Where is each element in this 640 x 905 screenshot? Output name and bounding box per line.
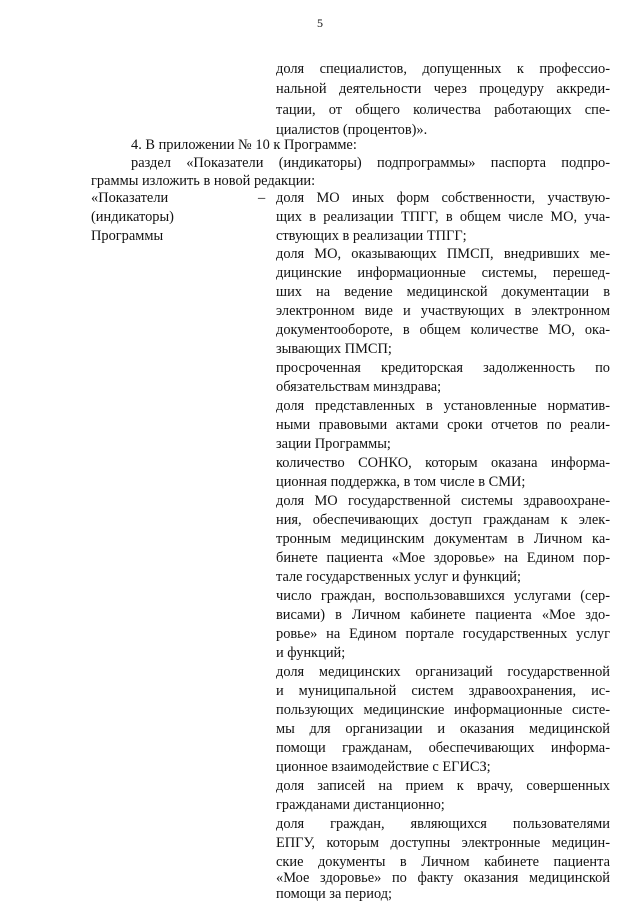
text-line: тации, от общего количества работающих спе- xyxy=(276,102,610,118)
indicator-line: тронным медицинским документам в Личном ка- xyxy=(276,531,610,547)
indicator-line: мы для организации и оказания медицинской xyxy=(276,721,610,737)
indicator-line: зывающих ПМСП; xyxy=(276,341,392,357)
indicator-line: доля МО иных форм собственности, участвую- xyxy=(276,190,610,206)
indicator-line: ровье» на Едином портале государственных услуг xyxy=(276,626,610,642)
indicator-line: бинете пациента «Мое здоровье» на Едином пор- xyxy=(276,550,610,566)
indicator-line: тале государственных услуг и функций; xyxy=(276,569,521,585)
indicator-line: количество СОНКО, которым оказана информа- xyxy=(276,455,610,471)
indicator-line: доля граждан, являющихся пользователями xyxy=(276,816,610,832)
indicator-line: обязательствам минздрава; xyxy=(276,379,442,395)
indicator-line: гражданами дистанционно; xyxy=(276,797,445,813)
section-heading: 4. В приложении № 10 к Программе: xyxy=(131,137,357,153)
indicator-line: доля МО государственной системы здравоохране- xyxy=(276,493,610,509)
indicator-line: ствующих в реализации ТПГГ; xyxy=(276,228,467,244)
section-intro-line: граммы изложить в новой редакции: xyxy=(91,173,316,189)
indicator-line: доля медицинских организаций государственной xyxy=(276,664,610,680)
indicator-line: пользующих медицинские информационные систе- xyxy=(276,702,610,718)
indicator-line: доля записей на прием к врачу, совершенных xyxy=(276,778,610,794)
indicator-line: число граждан, воспользовавшихся услугами (сер- xyxy=(276,588,610,604)
indicator-line: ские документы в Личном кабинете пациента xyxy=(276,854,610,870)
indicator-line: и муниципальной систем здравоохранения, ис- xyxy=(276,683,610,699)
indicator-line: просроченная кредиторская задолженность по xyxy=(276,360,610,376)
indicator-line: и функций; xyxy=(276,645,346,661)
label-line: (индикаторы) xyxy=(91,209,174,225)
separator-dash: – xyxy=(258,190,266,206)
label-line: Программы xyxy=(91,228,164,244)
indicator-line: щих в реализации ТПГГ, в общем числе МО, уча- xyxy=(276,209,610,225)
indicator-line: помощи гражданам, обеспечивающих информа- xyxy=(276,740,610,756)
section-intro-line: раздел «Показатели (индикаторы) подпрограммы» паспорта подпро- xyxy=(131,155,610,171)
indicator-line: ционное взаимодействие с ЕГИСЗ; xyxy=(276,759,491,775)
indicator-line: ния, обеспечивающих доступ гражданам к элек- xyxy=(276,512,610,528)
indicator-line: ными правовыми актами сроки отчетов по реали- xyxy=(276,417,610,433)
indicator-line: дицинские информационные системы, перешед- xyxy=(276,265,610,281)
indicator-line: висами) в Личном кабинете пациента «Мое здо- xyxy=(276,607,610,623)
indicator-line: документообороте, в общем количестве МО, ока- xyxy=(276,322,610,338)
indicator-line: электронном виде и участвующих в электронном xyxy=(276,303,610,319)
indicator-line: ционная поддержка, в том числе в СМИ; xyxy=(276,474,526,490)
indicator-line: доля МО, оказывающих ПМСП, внедривших ме- xyxy=(276,246,610,262)
page-number: 5 xyxy=(317,16,323,30)
indicator-line: зации Программы; xyxy=(276,436,391,452)
label-line: «Показатели xyxy=(91,190,169,206)
indicator-line: «Мое здоровье» по факту оказания медицинской xyxy=(276,870,610,886)
text-line: нальной деятельности через процедуру аккреди- xyxy=(276,81,610,97)
indicator-line: ЕПГУ, которым доступны электронные медицин- xyxy=(276,835,610,851)
indicator-line: помощи за период; xyxy=(276,886,393,902)
text-line: доля специалистов, допущенных к профессио- xyxy=(276,61,610,77)
indicator-line: доля представленных в установленные норматив- xyxy=(276,398,610,414)
text-line: циалистов (процентов)». xyxy=(276,122,428,138)
indicator-line: ших на ведение медицинской документации в xyxy=(276,284,610,300)
